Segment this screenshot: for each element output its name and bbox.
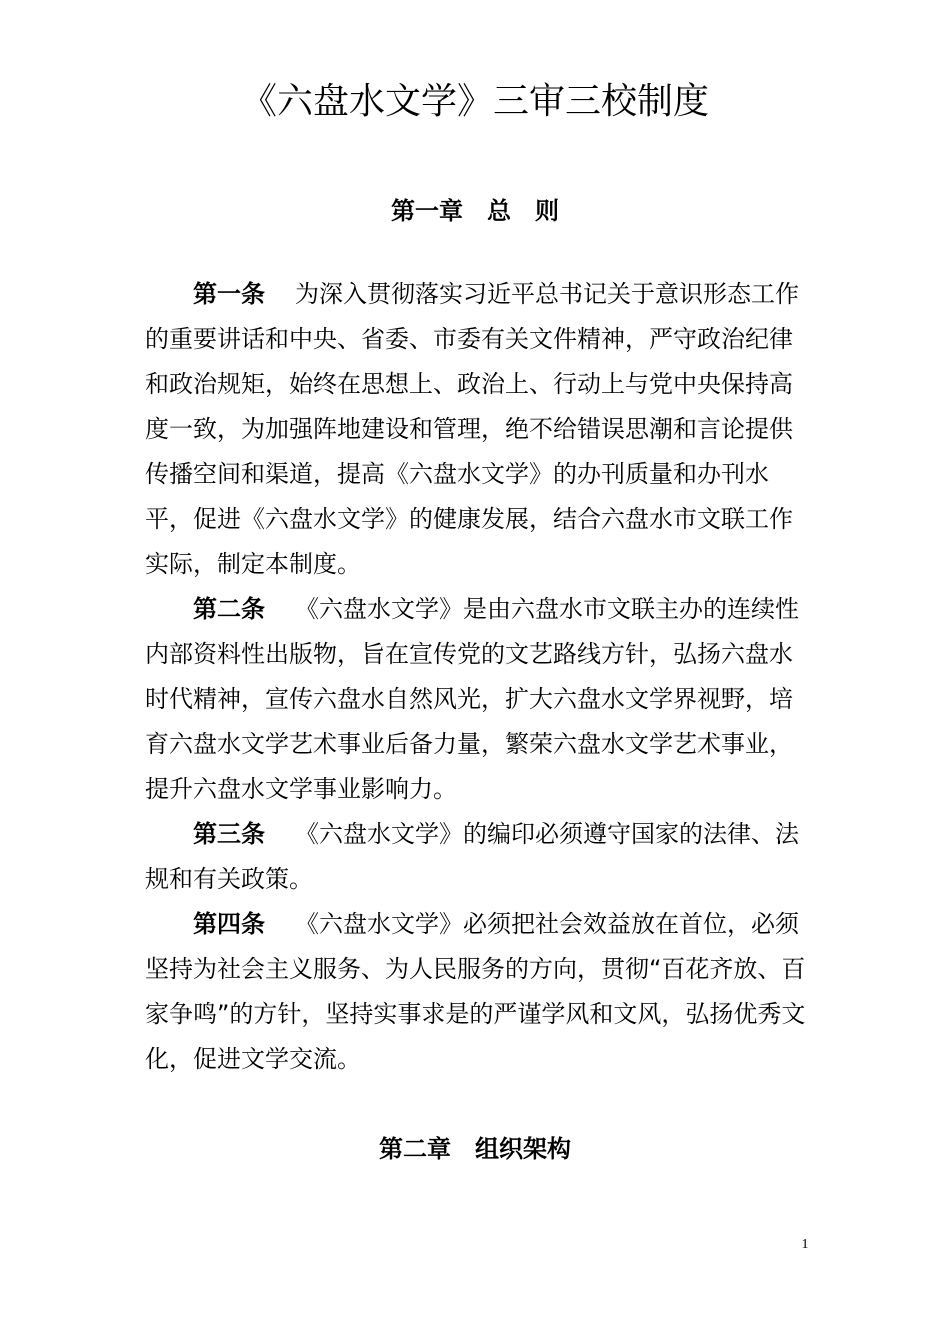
article-4-label: 第四条 [193,910,265,938]
document-title: 《六盘水文学》三审三校制度 [240,81,709,122]
article-4-text: 《六盘水文学》必须把社会效益放在首位，必须坚持为社会主义服务、为人民服务的方向，贯彻“百花齐放、百家争鸣”的方针，坚持实事求是的严谨学风和文风，弘扬优秀文化，促进文学交流。 [145,910,806,1073]
chapter-heading-general-provisions: 第一章 总 则 [391,197,559,225]
article-3-text: 《六盘水文学》的编印必须遵守国家的法律、法规和有关政策。 [145,820,799,893]
page-number: 1 [801,1237,809,1252]
article-1-label: 第一条 [193,280,265,308]
chapter-heading-organization: 第二章 组织架构 [379,1135,571,1163]
article-3 [145,812,807,902]
article-4 [145,902,807,1082]
article-3-label: 第三条 [193,820,265,848]
article-2-label: 第二条 [193,595,265,623]
chapter-one-body [145,272,807,1082]
article-1 [145,272,807,587]
article-2 [145,587,807,812]
article-2-text: 《六盘水文学》是由六盘水市文联主办的连续性内部资料性出版物，旨在宣传党的文艺路线方针，弘扬六盘水时代精神，宣传六盘水自然风光，扩大六盘水文学界视野，培育六盘水文学艺术事业后备力量，繁荣六盘水文学艺术事业，提升六盘水文学事业影响力。 [145,595,799,803]
article-1-text: 为深入贯彻落实习近平总书记关于意识形态工作的重要讲话和中央、省委、市委有关文件精神，严守政治纪律和政治规矩，始终在思想上、政治上、行动上与党中央保持高度一致，为加强阵地建设和管理，绝不给错误思潮和言论提供传播空间和渠道，提高《六盘水文学》的办刊质量和办刊水平，促进《六盘水文学》的健康发展，结合六盘水市文联工作实际，制定本制度。 [145,280,799,578]
